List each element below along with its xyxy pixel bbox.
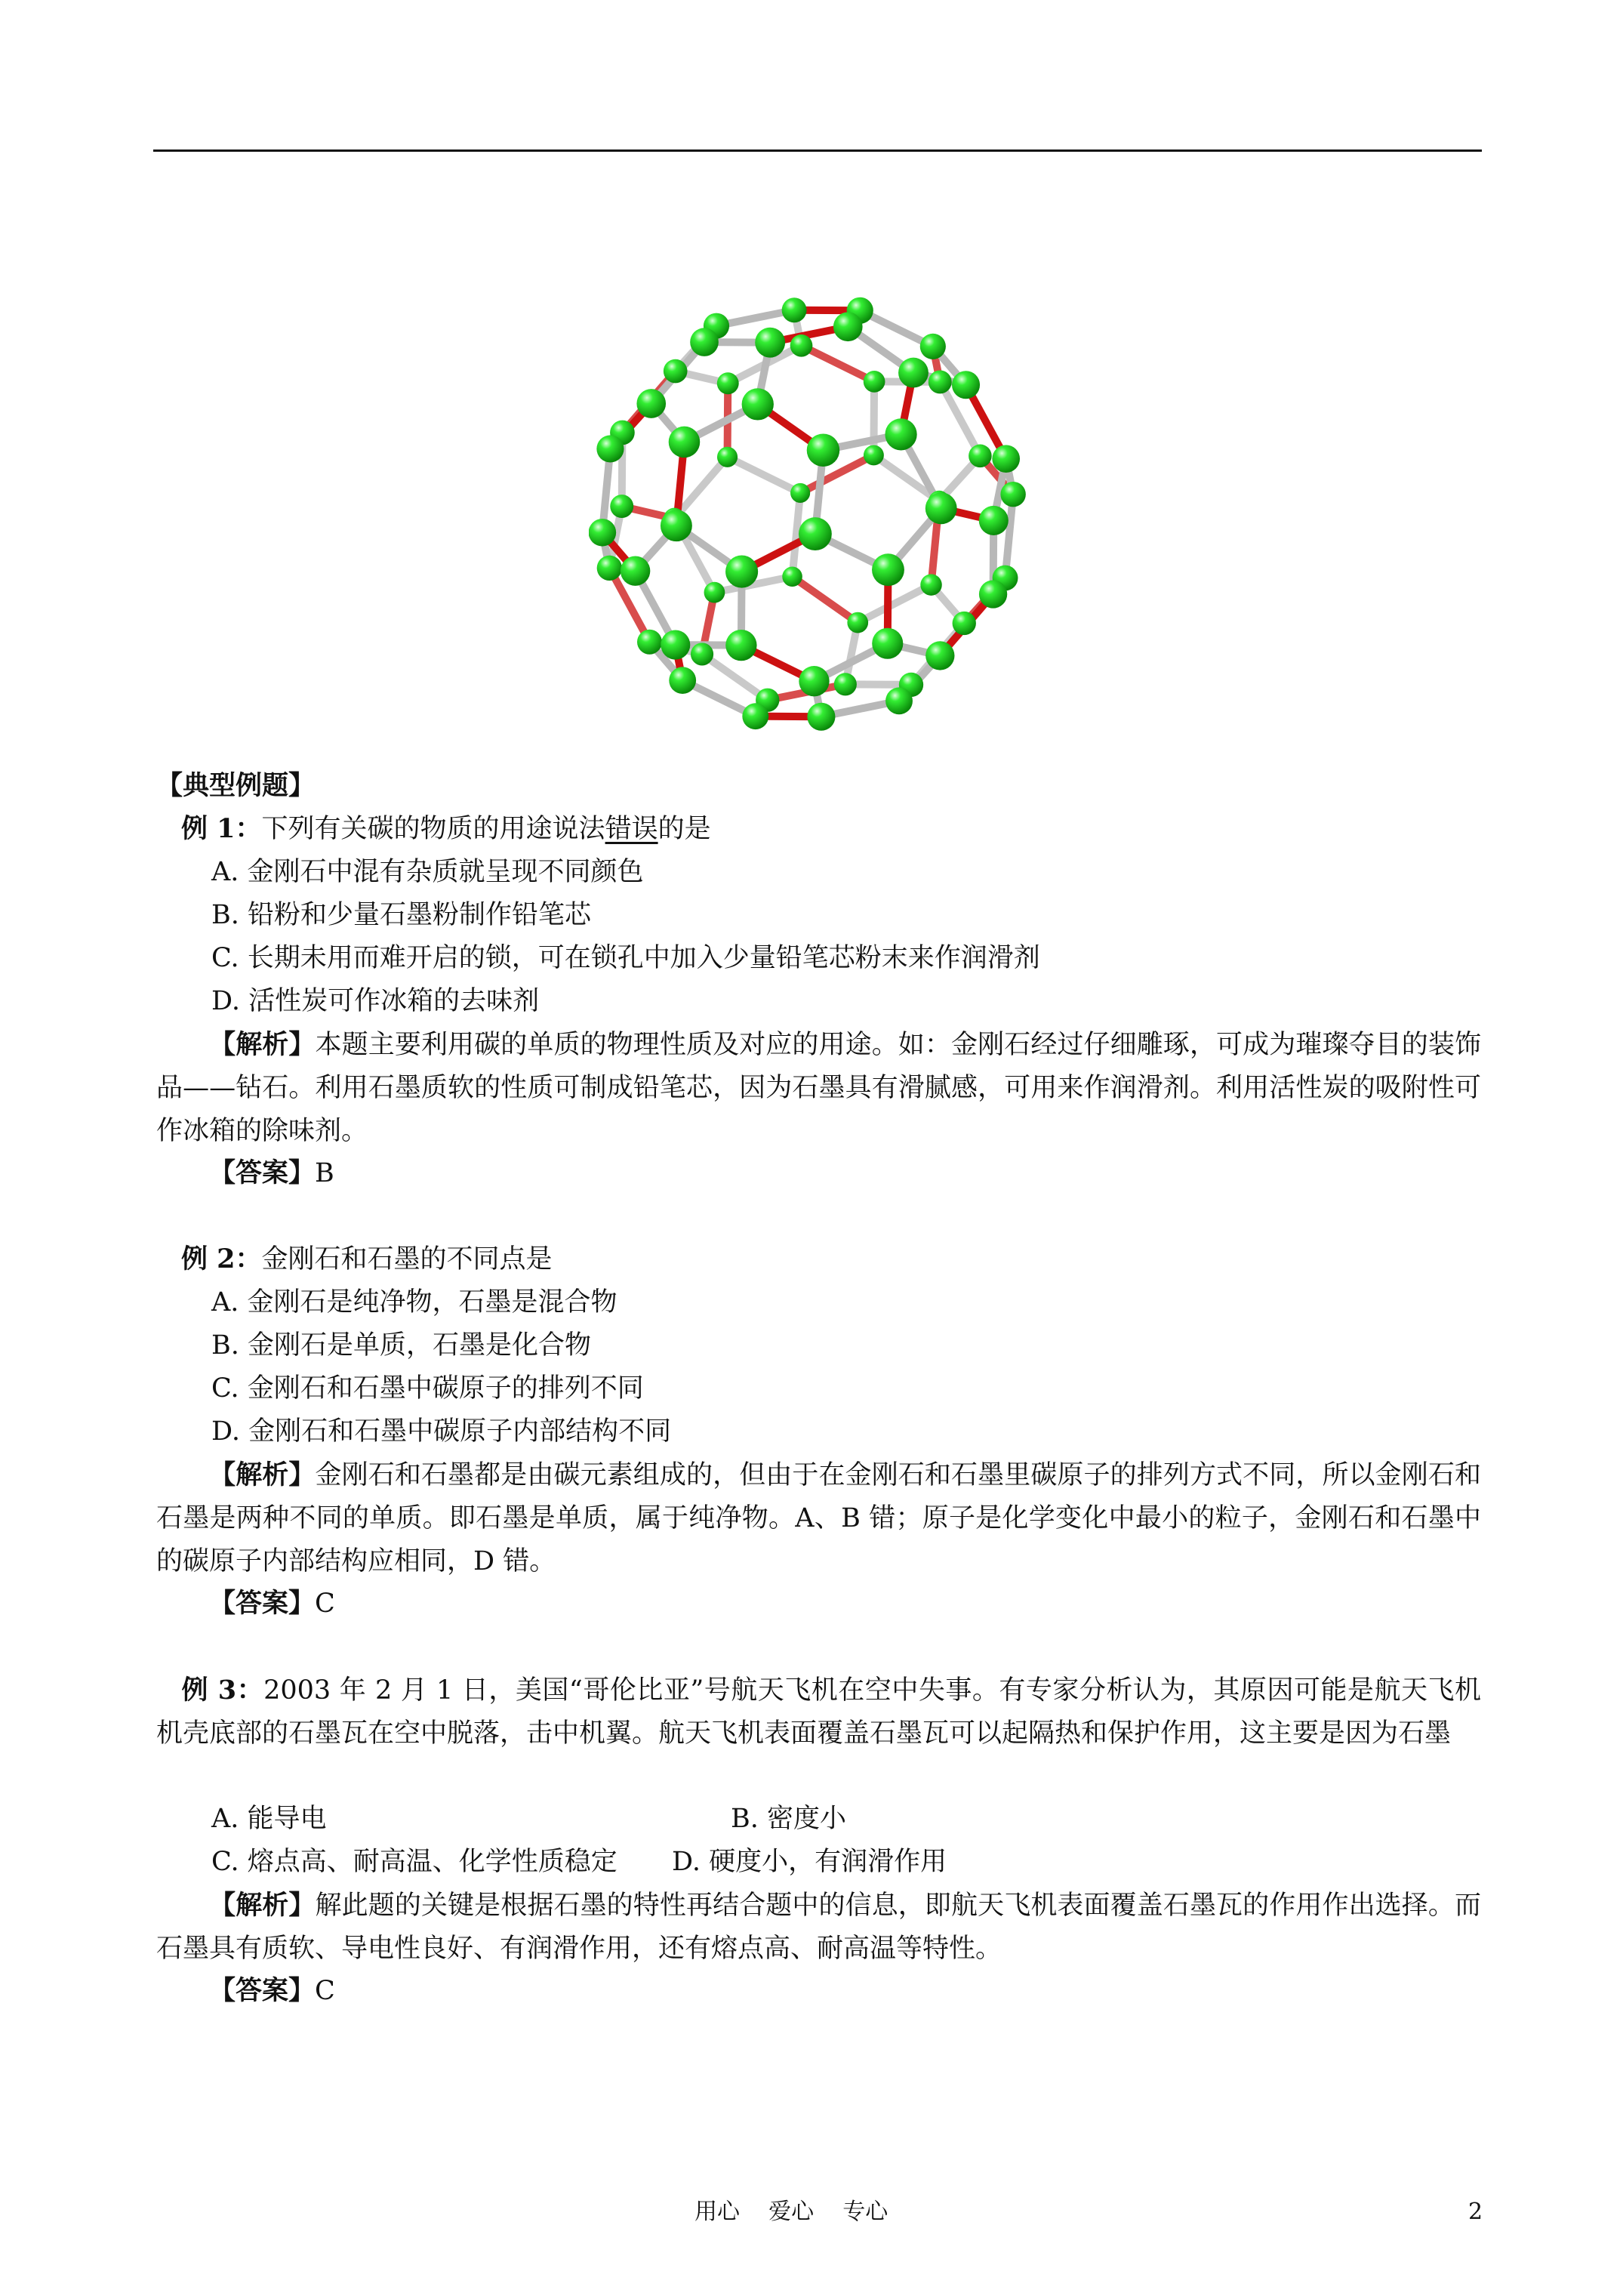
carbon-atom xyxy=(636,389,666,418)
carbon-atom xyxy=(637,630,662,655)
fullerene-molecule-figure xyxy=(589,294,1027,732)
carbon-atom xyxy=(920,574,941,595)
carbon-atom xyxy=(807,703,835,731)
example-3-option-a: A. 能导电 xyxy=(211,1804,327,1834)
example-3-answer xyxy=(209,1970,335,2012)
carbon-atom xyxy=(790,483,810,503)
carbon-atom xyxy=(979,506,1009,535)
example-2-option-c: C. 金刚石和石墨中碳原子的排列不同 xyxy=(211,1373,644,1404)
carbon-atom xyxy=(610,495,633,518)
carbon-atom xyxy=(742,703,768,729)
carbon-atom xyxy=(979,580,1007,608)
carbon-atom xyxy=(704,582,725,603)
carbon-atom xyxy=(952,371,980,399)
carbon-atom xyxy=(597,556,622,581)
carbon-atom xyxy=(847,612,868,633)
example-1-answer xyxy=(209,1152,334,1194)
carbon-atom xyxy=(898,358,929,388)
carbon-atom xyxy=(596,435,624,462)
double-bond xyxy=(802,346,875,382)
carbon-atom xyxy=(920,334,946,359)
example-3-answer-value: C xyxy=(315,1976,335,2006)
footer-motto: 用心 爱心 专心 xyxy=(694,2199,888,2225)
example-3-analysis xyxy=(156,1884,1481,1971)
carbon-atom xyxy=(799,517,832,550)
example-2-answer-label: 【答案】 xyxy=(209,1588,316,1619)
carbon-atom xyxy=(691,643,713,665)
section-title: 【典型例题】 xyxy=(156,770,316,801)
carbon-atom xyxy=(664,359,688,384)
carbon-atom xyxy=(864,445,884,465)
carbon-atom xyxy=(872,628,903,659)
example-3-option-b: B. 密度小 xyxy=(731,1804,846,1834)
carbon-atom xyxy=(725,630,756,661)
carbon-atom xyxy=(782,297,807,322)
example-2-analysis xyxy=(156,1453,1481,1583)
carbon-atom xyxy=(834,673,857,695)
header-rule xyxy=(153,149,1482,152)
carbon-atom xyxy=(864,371,885,393)
example-3-stem xyxy=(156,1669,1481,1755)
example-1-stem-underlined: 错误 xyxy=(605,814,658,844)
carbon-atom xyxy=(872,553,904,586)
carbon-atom xyxy=(953,612,976,635)
carbon-atom xyxy=(782,566,802,587)
carbon-atom xyxy=(621,556,650,585)
carbon-atom xyxy=(755,328,785,358)
carbon-atom xyxy=(807,434,839,467)
example-3-answer-label: 【答案】 xyxy=(209,1975,316,2006)
example-1-answer-label: 【答案】 xyxy=(209,1157,316,1188)
carbon-atom xyxy=(661,630,690,660)
example-1-stem xyxy=(181,808,711,850)
example-1-stem-after: 的是 xyxy=(658,814,711,844)
example-3-number: 例 3： xyxy=(181,1675,264,1706)
single-bond xyxy=(858,585,931,623)
carbon-atom xyxy=(969,445,992,468)
carbon-atom xyxy=(929,370,952,393)
carbon-atom xyxy=(833,312,863,341)
example-3-analysis-label: 【解析】 xyxy=(209,1890,316,1921)
carbon-atom xyxy=(725,556,758,588)
double-bond xyxy=(793,577,858,623)
example-3-stem-text: 2003 年 2 月 1 日，美国“哥伦比亚”号航天飞机在空中失事。有专家分析认为，其原因可能是航天飞机机壳底部的石墨瓦在空中脱落，击中机翼。航天飞机表面覆盖石墨瓦可以起隔热和保护作用，这主要是因为石墨 xyxy=(156,1675,1481,1749)
example-1-option-c: C. 长期未用而难开启的锁，可在锁孔中加入少量铅笔芯粉末来作润滑剂 xyxy=(211,943,1040,973)
example-2-stem-text: 金刚石和石墨的不同点是 xyxy=(261,1244,553,1274)
carbon-atom xyxy=(717,447,738,467)
example-1-option-a: A. 金刚石中混有杂质就呈现不同颜色 xyxy=(211,857,644,887)
example-1-analysis xyxy=(156,1023,1481,1153)
example-1-number: 例 1： xyxy=(181,813,262,844)
carbon-atom xyxy=(1000,482,1025,507)
example-2-stem xyxy=(181,1238,553,1281)
carbon-atom xyxy=(925,641,954,670)
single-bond xyxy=(728,457,801,493)
carbon-atom xyxy=(885,687,913,714)
example-2-answer-value: C xyxy=(315,1589,335,1619)
example-2-answer xyxy=(209,1583,335,1625)
carbon-atom xyxy=(925,492,957,524)
example-2-option-d: D. 金刚石和石墨中碳原子内部结构不同 xyxy=(211,1416,672,1447)
carbon-atom xyxy=(661,510,692,541)
example-1-stem-before: 下列有关碳的物质的用途说法 xyxy=(261,814,605,844)
carbon-atom xyxy=(690,328,719,356)
example-2-option-a: A. 金刚石是纯净物，石墨是混合物 xyxy=(211,1287,617,1318)
page-number: 2 xyxy=(1468,2199,1483,2225)
example-3-option-c: C. 熔点高、耐高温、化学性质稳定 xyxy=(211,1847,617,1877)
carbon-atom xyxy=(589,519,616,547)
example-2-analysis-label: 【解析】 xyxy=(209,1459,316,1490)
example-1-analysis-label: 【解析】 xyxy=(209,1029,316,1060)
example-2-number: 例 2： xyxy=(181,1244,262,1274)
carbon-atom xyxy=(799,666,829,696)
single-bond xyxy=(873,381,874,455)
carbon-atom xyxy=(992,445,1020,473)
example-1-option-d: D. 活性炭可作冰箱的去味剂 xyxy=(211,986,540,1016)
carbon-atom xyxy=(717,372,739,394)
carbon-atom xyxy=(669,667,696,694)
example-3-option-d: D. 硬度小，有润滑作用 xyxy=(672,1847,947,1877)
example-3-analysis-text: 解此题的关键是根据石墨的特性再结合题中的信息，即航天飞机表面覆盖石墨瓦的作用作出选择。而石墨具有质软、导电性良好、有润滑作用，还有熔点高、耐高温等特性。 xyxy=(156,1891,1481,1964)
carbon-atom xyxy=(885,418,916,450)
carbon-atom xyxy=(790,334,813,357)
carbon-atom xyxy=(742,388,774,420)
example-1-option-b: B. 铅粉和少量石墨粉制作铅笔芯 xyxy=(211,900,591,930)
example-1-analysis-text: 本题主要利用碳的单质的物理性质及对应的用途。如：金刚石经过仔细雕琢，可成为璀璨夺目的装饰品——钻石。利用石墨质软的性质可制成铅笔芯，因为石墨具有滑腻感，可用来作润滑剂。利用活性炭的吸附性可作冰箱的除味剂。 xyxy=(156,1030,1481,1146)
example-2-option-b: B. 金刚石是单质，石墨是化合物 xyxy=(211,1330,591,1361)
example-1-answer-value: B xyxy=(315,1158,334,1188)
carbon-atom xyxy=(669,427,701,458)
example-2-analysis-text: 金刚石和石墨都是由碳元素组成的，但由于在金刚石和石墨里碳原子的排列方式不同，所以金刚石和石墨是两种不同的单质。即石墨是单质，属于纯净物。A、B 错；原子是化学变化中最小的粒子，金刚石和石墨中的碳原子内部结构应相同，D 错。 xyxy=(156,1460,1481,1576)
